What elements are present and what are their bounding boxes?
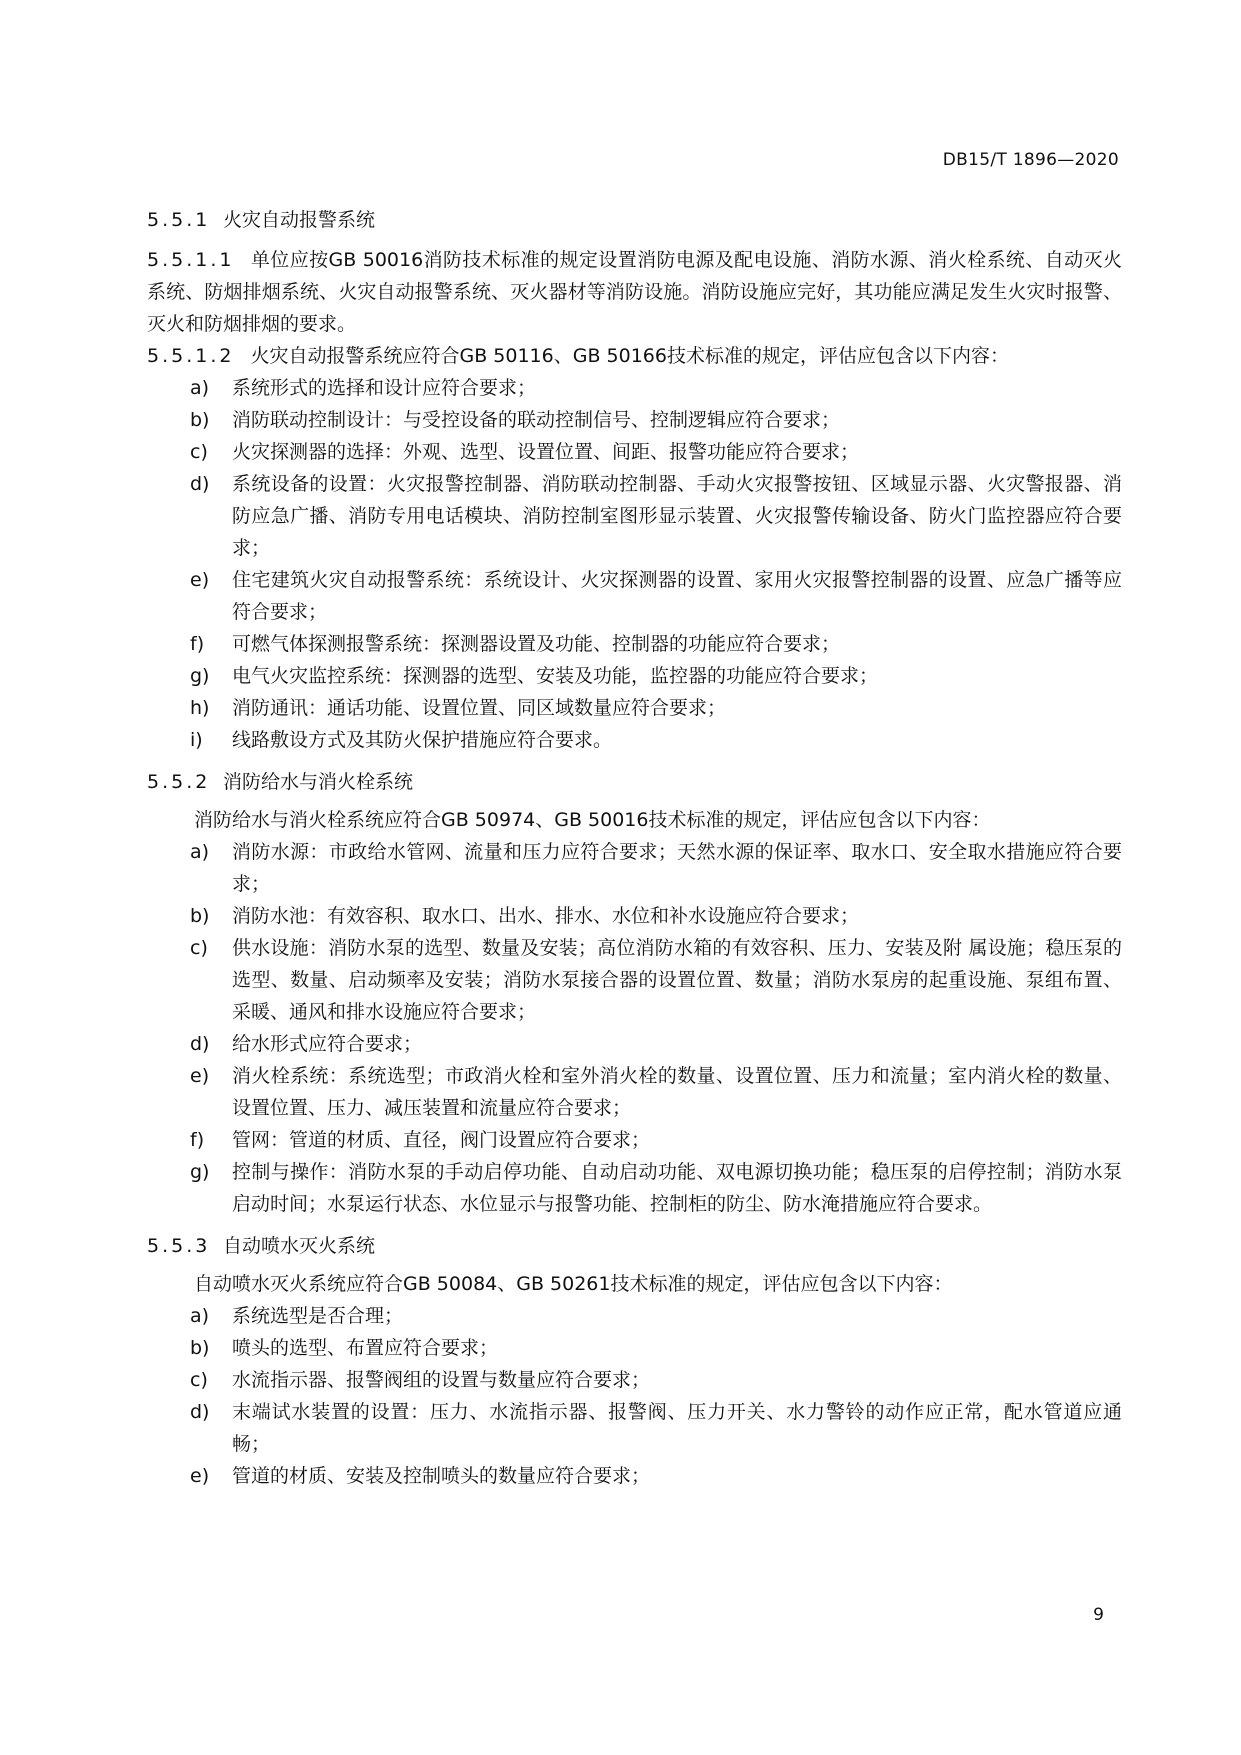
list-item [190, 932, 1122, 1028]
section-title: 火灾自动报警系统 [223, 209, 376, 231]
section-heading-5-5-1 [147, 204, 1122, 236]
section-intro: 消防给水与消火栓系统应符合GB 50974、GB 50016技术标准的规定，评估应包含以下内容： [194, 809, 991, 831]
list-item [190, 1028, 1122, 1060]
item-label: a) [190, 1305, 210, 1327]
item-text: 系统选型是否合理； [232, 1305, 404, 1327]
item-label: c) [190, 441, 208, 463]
list-item [190, 628, 1122, 660]
section-heading-5-5-2 [147, 766, 1122, 798]
list-item [190, 692, 1122, 724]
item-text: 给水形式应符合要求； [232, 1033, 423, 1055]
item-label: b) [190, 409, 210, 431]
item-text: 控制与操作：消防水泵的手动启停功能、自动启动功能、双电源切换功能；稳压泵的启停控制；消防水泵启动时间；水泵运行状态、水位显示与报警功能、控制柜的防尘、防水淹措施应符合要求。 [232, 1161, 1122, 1215]
list-item [190, 1364, 1122, 1396]
item-label: g) [190, 665, 210, 687]
clause-number: 5.5.1.1 [147, 249, 235, 271]
item-label: a) [190, 377, 210, 399]
item-label: e) [190, 569, 210, 591]
item-label: d) [190, 473, 210, 495]
list-item [190, 900, 1122, 932]
item-text: 火灾探测器的选择：外观、选型、设置位置、间距、报警功能应符合要求； [232, 441, 860, 463]
item-label: d) [190, 1401, 210, 1423]
item-label: a) [190, 841, 210, 863]
clause-number: 5.5.1.2 [147, 345, 235, 367]
section-number: 5.5.3 [147, 1235, 211, 1257]
item-text: 系统设备的设置：火灾报警控制器、消防联动控制器、手动火灾报警按钮、区域显示器、火灾警报器、消防应急广播、消防专用电话模块、消防控制室图形显示装置、火灾报警传输设备、防火门监控器应符合要求； [232, 473, 1122, 559]
clause-5-5-1-1 [147, 244, 1122, 340]
item-text: 电气火灾监控系统：探测器的选型、安装及功能，监控器的功能应符合要求； [232, 665, 879, 687]
list-item [190, 468, 1122, 564]
document-code: DB15/T 1896—2020 [942, 150, 1119, 170]
item-text: 管道的材质、安装及控制喷头的数量应符合要求； [232, 1465, 651, 1487]
list-item [190, 1060, 1122, 1124]
item-text: 系统形式的选择和设计应符合要求； [232, 377, 537, 399]
list-item [190, 1396, 1122, 1460]
list-item [190, 1300, 1122, 1332]
item-label: c) [190, 937, 208, 959]
item-text: 可燃气体探测报警系统：探测器设置及功能、控制器的功能应符合要求； [232, 633, 841, 655]
item-label: c) [190, 1369, 208, 1391]
item-text: 消防水源：市政给水管网、流量和压力应符合要求；天然水源的保证率、取水口、安全取水措施应符合要求； [232, 841, 1122, 895]
item-text: 住宅建筑火灾自动报警系统：系统设计、火灾探测器的设置、家用火灾报警控制器的设置、应急广播等应符合要求； [232, 569, 1122, 623]
list-item [190, 372, 1122, 404]
item-text: 消防联动控制设计：与受控设备的联动控制信号、控制逻辑应符合要求； [232, 409, 841, 431]
list-item [190, 1124, 1122, 1156]
section-title: 自动喷水灭火系统 [223, 1235, 376, 1257]
clause-text: 单位应按GB 50016消防技术标准的规定设置消防电源及配电设施、消防水源、消火栓系统、自动灭火系统、防烟排烟系统、火灾自动报警系统、灭火器材等消防设施。消防设施应完好，其功能应满足发生火灾时报警、灭火和防烟排烟的要求。 [147, 249, 1122, 335]
item-label: i) [190, 729, 203, 751]
item-text: 末端试水装置的设置：压力、水流指示器、报警阀、压力开关、水力警铃的动作应正常，配水管道应通畅； [232, 1401, 1122, 1455]
list-item [190, 1156, 1122, 1220]
section-title: 消防给水与消火栓系统 [223, 771, 414, 793]
list-item [190, 660, 1122, 692]
item-text: 消防通讯：通话功能、设置位置、同区域数量应符合要求； [232, 697, 727, 719]
list-item [190, 564, 1122, 628]
item-label: d) [190, 1033, 210, 1055]
list-item [190, 404, 1122, 436]
item-label: e) [190, 1465, 210, 1487]
item-label: f) [190, 633, 205, 655]
item-text: 供水设施：消防水泵的选型、数量及安装；高位消防水箱的有效容积、压力、安装及附 属设施；稳压泵的选型、数量、启动频率及安装；消防水泵接合器的设置位置、数量；消防水泵房的起重设施、泵组布置、采暖、通风和排水设施应符合要求； [232, 937, 1122, 1023]
page-content [147, 196, 1122, 1492]
list-item [190, 1332, 1122, 1364]
item-text: 水流指示器、报警阀组的设置与数量应符合要求； [232, 1369, 651, 1391]
item-text: 管网：管道的材质、直径，阀门设置应符合要求； [232, 1129, 651, 1151]
section-intro: 自动喷水灭火系统应符合GB 50084、GB 50261技术标准的规定，评估应包含以下内容： [194, 1273, 953, 1295]
list-item [190, 836, 1122, 900]
item-label: h) [190, 697, 210, 719]
page-number: 9 [1093, 1605, 1104, 1625]
item-text: 消防水池：有效容积、取水口、出水、排水、水位和补水设施应符合要求； [232, 905, 860, 927]
item-label: b) [190, 1337, 210, 1359]
section-number: 5.5.2 [147, 771, 211, 793]
list-item [190, 1460, 1122, 1492]
section-heading-5-5-3 [147, 1230, 1122, 1262]
item-text: 消火栓系统：系统选型；市政消火栓和室外消火栓的数量、设置位置、压力和流量；室内消火栓的数量、设置位置、压力、减压装置和流量应符合要求； [232, 1065, 1122, 1119]
item-text: 线路敷设方式及其防火保护措施应符合要求。 [232, 729, 613, 751]
item-text: 喷头的选型、布置应符合要求； [232, 1337, 499, 1359]
item-label: g) [190, 1161, 210, 1183]
item-label: b) [190, 905, 210, 927]
item-label: f) [190, 1129, 205, 1151]
list-item [190, 724, 1122, 756]
clause-5-5-1-2 [147, 340, 1122, 372]
section-number: 5.5.1 [147, 209, 211, 231]
item-label: e) [190, 1065, 210, 1087]
list-item [190, 436, 1122, 468]
clause-text: 火灾自动报警系统应符合GB 50116、GB 50166技术标准的规定，评估应包含以下内容： [250, 345, 1009, 367]
